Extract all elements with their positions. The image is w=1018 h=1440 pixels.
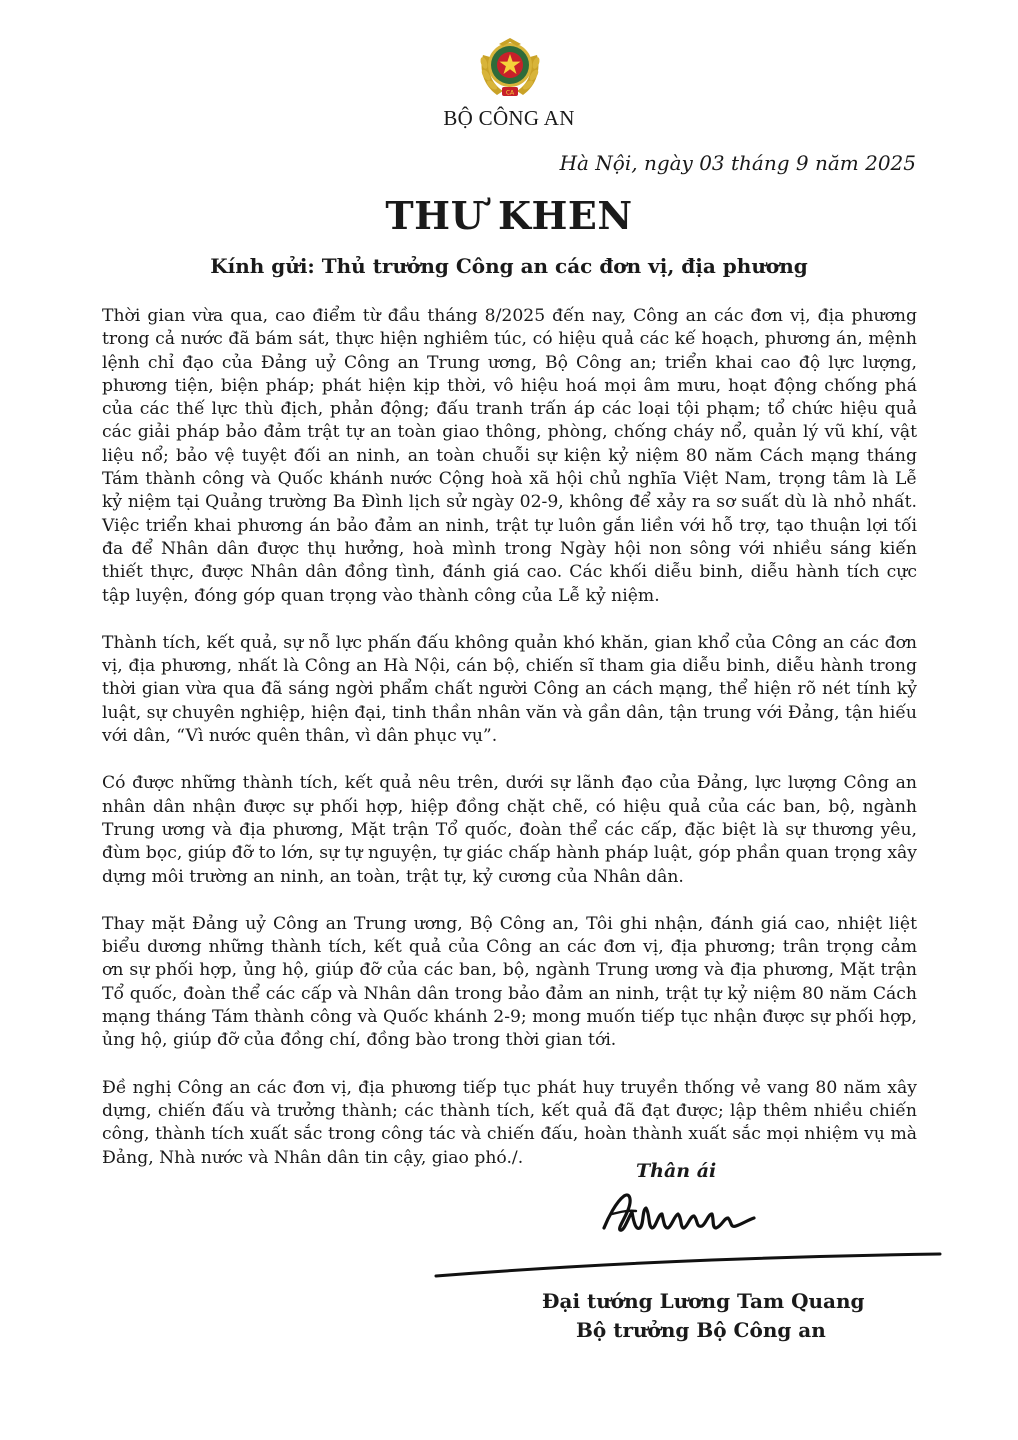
svg-text:CA: CA xyxy=(505,89,515,97)
body-paragraph: Thành tích, kết quả, sự nỗ lực phấn đấu không quản khó khăn, gian khổ của Công an các đơn vị, địa phương, nhất là Công an Hà Nội, cán bộ, chiến sĩ tham gia diễu binh, diễu hành trong thời gian vừa qua đã sáng ngời phẩm chất người Công an cách mạng, thể hiện rõ nét tính kỷ luật, sự chuyên nghiệp, hiện đại, tinh thần nhân văn và gần dân, tận trung với Đảng, tận hiếu với dân, “Vì nước quên thân, vì dân phục vụ”. xyxy=(102,632,917,747)
signer-position: Bộ trưởng Bộ Công an xyxy=(576,1318,826,1342)
handwritten-signature xyxy=(598,1184,768,1242)
body-paragraph: Đề nghị Công an các đơn vị, địa phương tiếp tục phát huy truyền thống vẻ vang 80 năm xây dựng, chiến đấu và trưởng thành; các thành tích, kết quả đã đạt được; lập thêm nhiều chiến công, thành tích xuất sắc trong công tác và chiến đấu, hoàn thành xuất sắc mọi nhiệm vụ mà Đảng, Nhà nước và Nhân dân tin cậy, giao phó./. xyxy=(102,1077,917,1168)
document-title: THƯ KHEN xyxy=(385,193,633,238)
closing-salutation: Thân ái xyxy=(636,1160,717,1182)
signature-underline xyxy=(432,1250,944,1282)
police-emblem-icon xyxy=(473,33,547,105)
body-paragraph: Thay mặt Đảng uỷ Công an Trung ương, Bộ Công an, Tôi ghi nhận, đánh giá cao, nhiệt liệt biểu dương những thành tích, kết quả của Công an các đơn vị, địa phương; trân trọng cảm ơn sự phối hợp, ủng hộ, giúp đỡ của các ban, bộ, ngành Trung ương và địa phương, Mặt trận Tổ quốc, đoàn thể các cấp và Nhân dân trong bảo đảm an ninh, trật tự kỷ niệm 80 năm Cách mạng tháng Tám thành công và Quốc khánh 2-9; mong muốn tiếp tục nhận được sự phối hợp, ủng hộ, giúp đỡ của đồng chí, đồng bào trong thời gian tới. xyxy=(102,913,917,1051)
letter-body xyxy=(102,305,917,1194)
body-paragraph: Có được những thành tích, kết quả nêu trên, dưới sự lãnh đạo của Đảng, lực lượng Công an nhân dân nhận được sự phối hợp, hiệp đồng chặt chẽ, có hiệu quả của các ban, bộ, ngành Trung ương và địa phương, Mặt trận Tổ quốc, đoàn thể các cấp, đặc biệt là sự thương yêu, đùm bọc, giúp đỡ to lớn, sự tự nguyện, tự giác chấp hành pháp luật, góp phần quan trọng xây dựng môi trường an ninh, an toàn, trật tự, kỷ cương của Nhân dân. xyxy=(102,773,917,887)
addressee: Kính gửi: Thủ trưởng Công an các đơn vị, địa phương xyxy=(210,254,808,278)
dateline: Hà Nội, ngày 03 tháng 9 năm 2025 xyxy=(559,151,916,175)
signer-name: Đại tướng Lương Tam Quang xyxy=(542,1289,865,1313)
body-paragraph: Thời gian vừa qua, cao điểm từ đầu tháng 8/2025 đến nay, Công an các đơn vị, địa phương trong cả nước đã bám sát, thực hiện nghiêm túc, có hiệu quả các kế hoạch, phương án, mệnh lệnh chỉ đạo của Đảng uỷ Công an Trung ương, Bộ Công an; triển khai cao độ lực lượng, phương tiện, biện pháp; phát hiện kịp thời, vô hiệu hoá mọi âm mưu, hoạt động chống phá của các thế lực thù địch, phản động; đấu tranh trấn áp các loại tội phạm; tổ chức hiệu quả các giải pháp bảo đảm trật tự an toàn giao thông, phòng, chống cháy nổ, quản lý vũ khí, vật liệu nổ; bảo vệ tuyệt đối an ninh, an toàn chuỗi sự kiện kỷ niệm 80 năm Cách mạng tháng Tám thành công và Quốc khánh nước Cộng hoà xã hội chủ nghĩa Việt Nam, trọng tâm là Lễ kỷ niệm tại Quảng trường Ba Đình lịch sử ngày 02-9, không để xảy ra sơ suất dù là nhỏ nhất. Việc triển khai phương án bảo đảm an ninh, trật tự luôn gắn liền với hỗ trợ, tạo thuận lợi tối đa để Nhân dân được thụ hưởng, hoà mình trong Ngày hội non sông với nhiều sáng kiến thiết thực, được Nhân dân đồng tình, đánh giá cao. Các khối diễu binh, diễu hành tích cực tập luyện, đóng góp quan trọng vào thành công của Lễ kỷ niệm. xyxy=(102,306,917,606)
agency-name: BỘ CÔNG AN xyxy=(443,106,575,130)
